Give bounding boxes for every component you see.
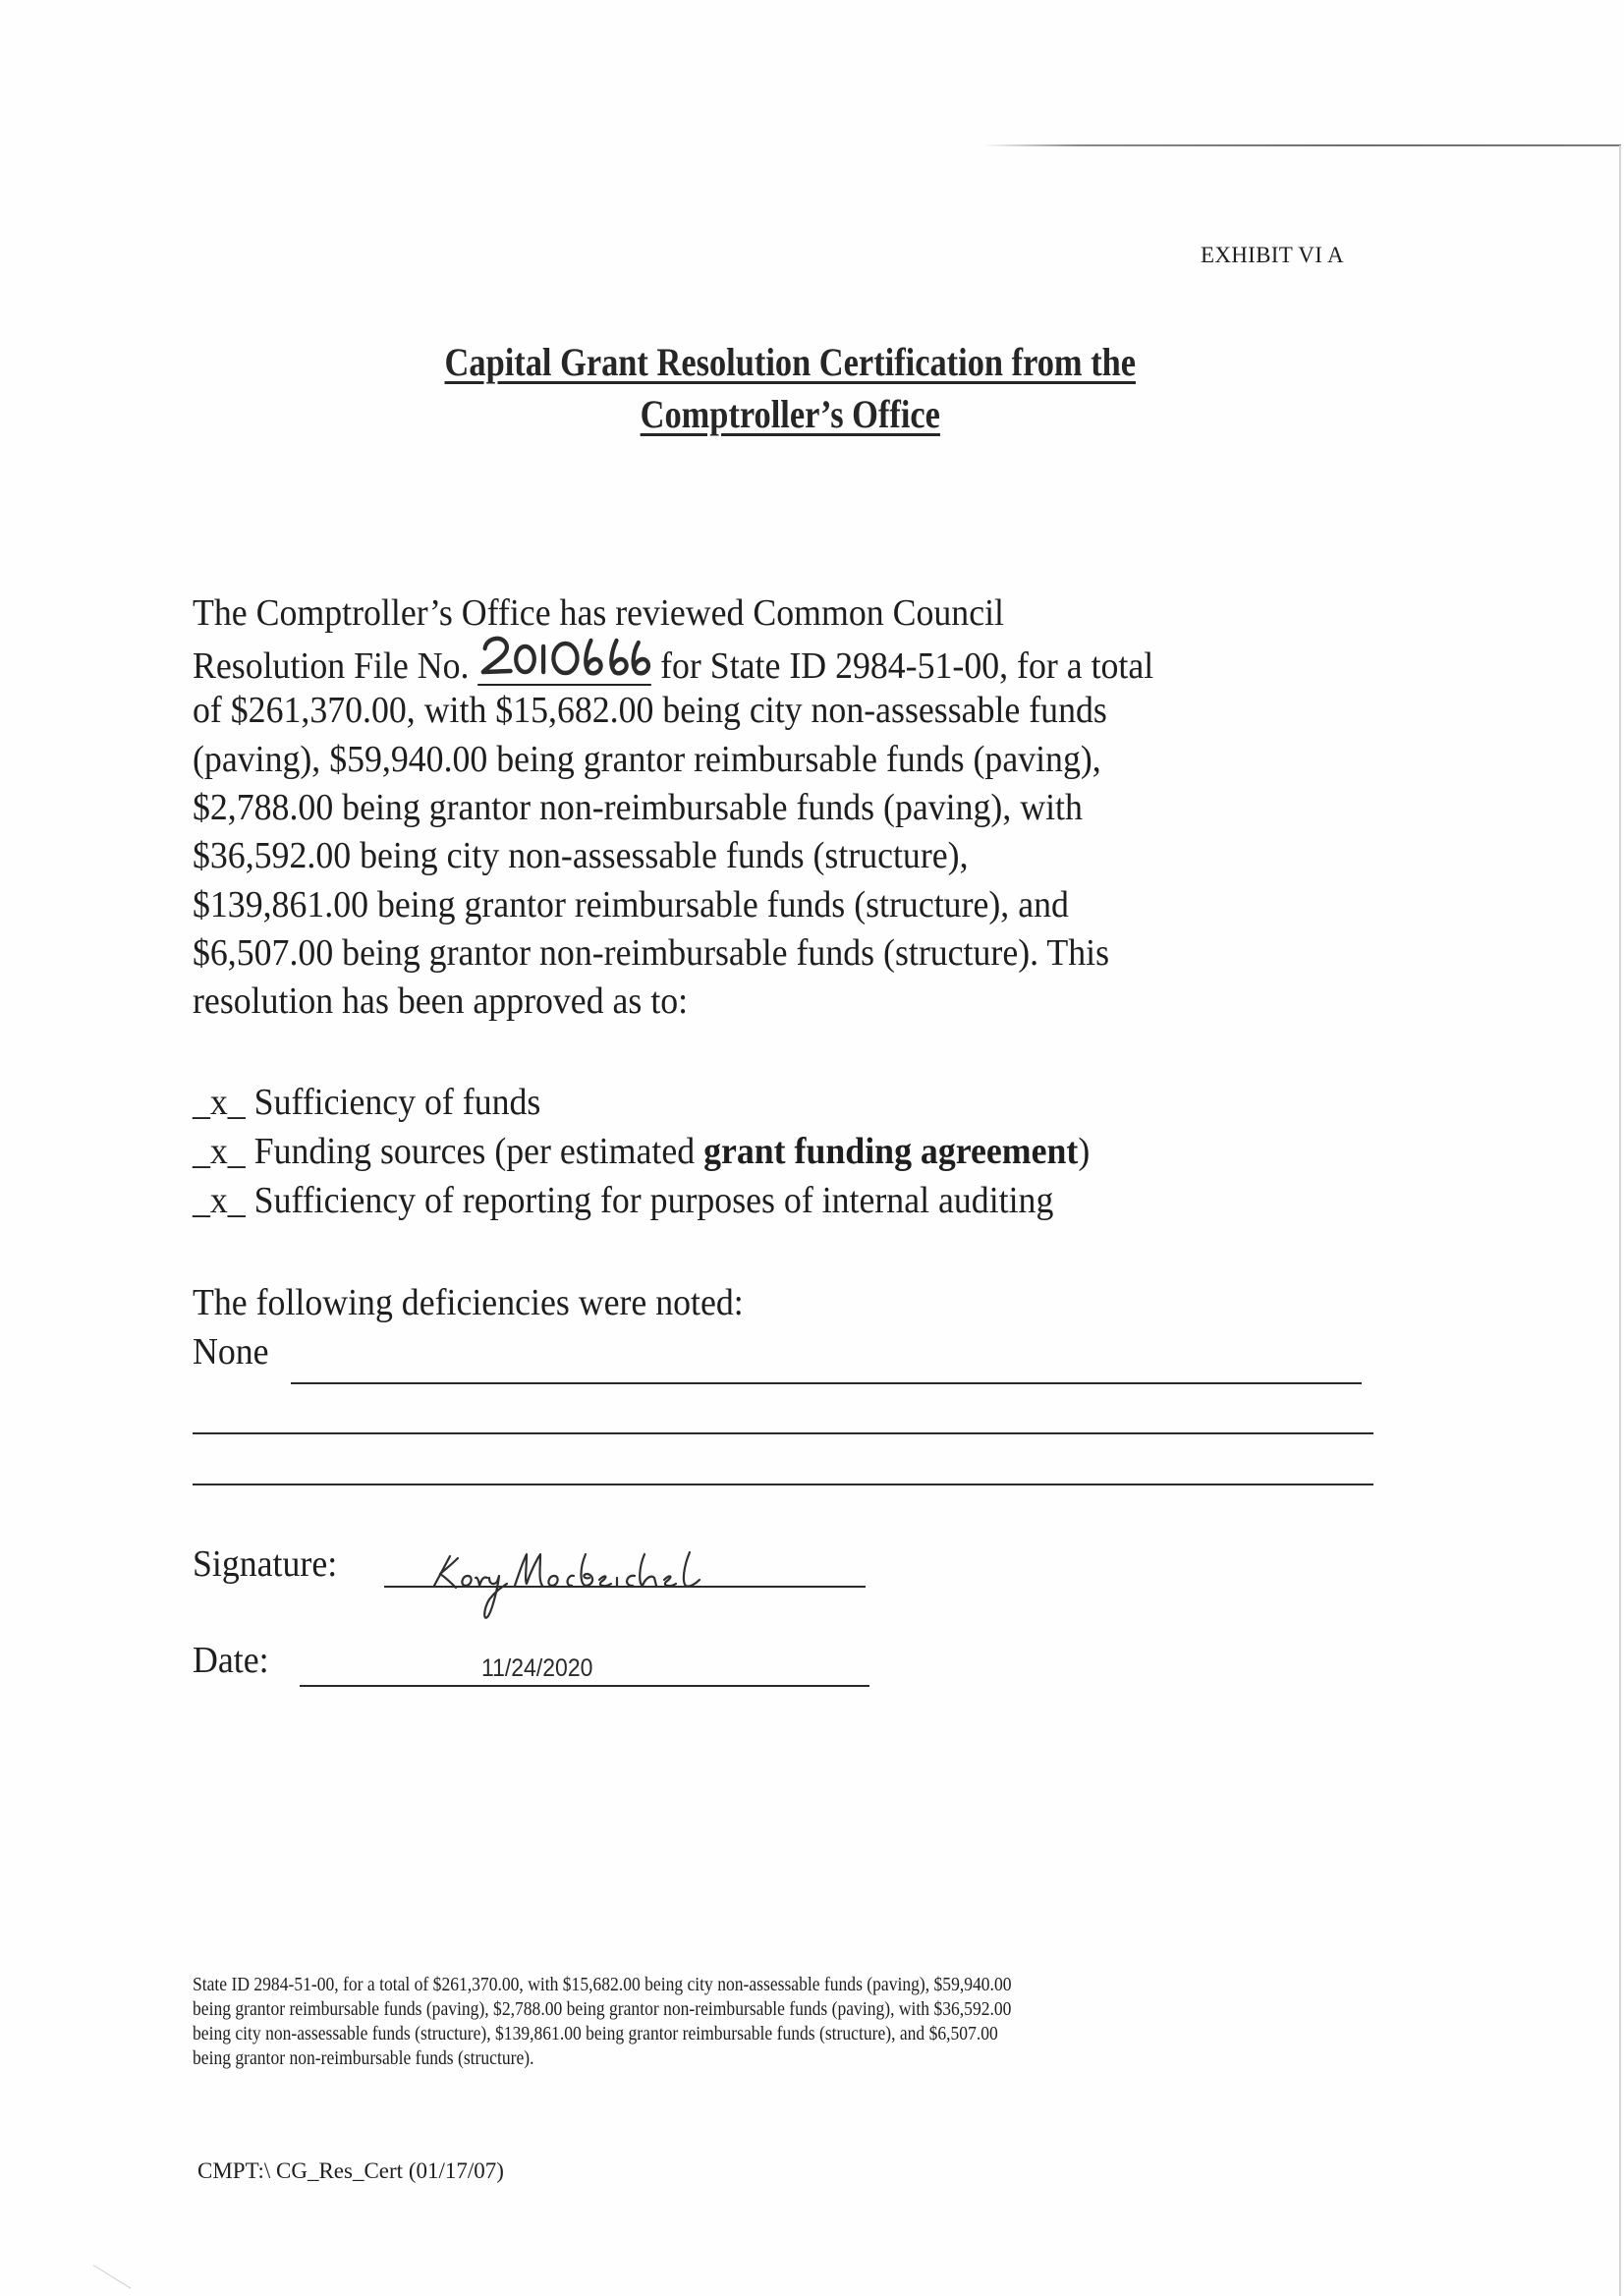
body-line: [193, 639, 1153, 690]
file-number-field: [477, 639, 651, 678]
checklist-bold-text: grant funding agreement: [703, 1131, 1079, 1172]
signature-label: Signature:: [193, 1543, 338, 1585]
deficiencies-line-3: [193, 1484, 1373, 1485]
scan-mark: [93, 2265, 132, 2289]
deficiencies-line-2: [193, 1432, 1373, 1434]
date-line: [300, 1685, 869, 1687]
body-line: $36,592.00 being city non-assessable funds (structure),: [193, 835, 969, 876]
signature-image: [432, 1544, 786, 1633]
footer-note: [193, 1973, 1342, 2071]
date-label: Date:: [193, 1640, 269, 1681]
checklist-item-sufficiency-of-funds: [193, 1081, 540, 1124]
document-title-line-1: [92, 339, 1489, 385]
footer-line: being grantor reimbursable funds (paving), $2,788.00 being grantor non-reimbursable funds (paving), with $36,592.00: [193, 1999, 1012, 2020]
footer-line: being grantor non-reimbursable funds (structure).: [193, 2048, 534, 2069]
body-line: $2,788.00 being grantor non-reimbursable funds (paving), with: [193, 787, 1083, 828]
file-number-handwriting: [477, 627, 651, 680]
body-line: of $261,370.00, with $15,682.00 being city non-assessable funds: [193, 690, 1107, 731]
deficiencies-value: None: [193, 1331, 269, 1372]
document-title-line-2: [92, 391, 1489, 437]
checkmark: _x_: [193, 1082, 246, 1123]
checklist-item-funding-sources: [193, 1130, 1090, 1173]
checklist-text-after: ): [1078, 1131, 1091, 1172]
checklist-item-reporting: [193, 1179, 1053, 1222]
checkmark: _x_: [193, 1131, 246, 1172]
body-line: $6,507.00 being grantor non-reimbursable funds (structure). This: [193, 932, 1110, 974]
form-id: CMPT:\ CG_Res_Cert (01/17/07): [197, 2158, 504, 2183]
file-number-underline: [477, 684, 651, 686]
deficiencies-label: The following deficiencies were noted:: [193, 1282, 744, 1323]
footer-line: State ID 2984-51-00, for a total of $261,370.00, with $15,682.00 being city non-assessable funds (paving), $59,940.00: [193, 1975, 1012, 1995]
checklist-text: Funding sources (per estimated: [253, 1131, 704, 1172]
body-line: resolution has been approved as to:: [193, 980, 689, 1022]
footer-line: being city non-assessable funds (structure), $139,861.00 being grantor reimbursable funds (structure), and $6,507.00: [193, 2024, 998, 2044]
checklist-text: Sufficiency of reporting for purposes of internal auditing: [253, 1180, 1054, 1221]
body-line: (paving), $59,940.00 being grantor reimbursable funds (paving),: [193, 739, 1101, 780]
body-line: $139,861.00 being grantor reimbursable funds (structure), and: [193, 884, 1069, 925]
title-line-2-text: Comptroller’s Office: [640, 392, 940, 436]
scan-edge-top: [982, 144, 1621, 146]
checklist-text: Sufficiency of funds: [253, 1082, 541, 1123]
body-line: The Comptroller’s Office has reviewed Common Council: [193, 592, 1004, 634]
body-line-2-prefix: Resolution File No.: [193, 645, 470, 687]
exhibit-label: EXHIBIT VI A: [1201, 243, 1344, 267]
date-value: 11/24/2020: [481, 1654, 593, 1682]
checkmark: _x_: [193, 1180, 246, 1221]
deficiencies-line-1: [291, 1382, 1362, 1384]
body-line-2-suffix: for State ID 2984-51-00, for a total: [660, 645, 1154, 687]
title-line-1-text: Capital Grant Resolution Certification from the: [444, 340, 1137, 384]
scan-edge-right: [1619, 145, 1621, 2296]
